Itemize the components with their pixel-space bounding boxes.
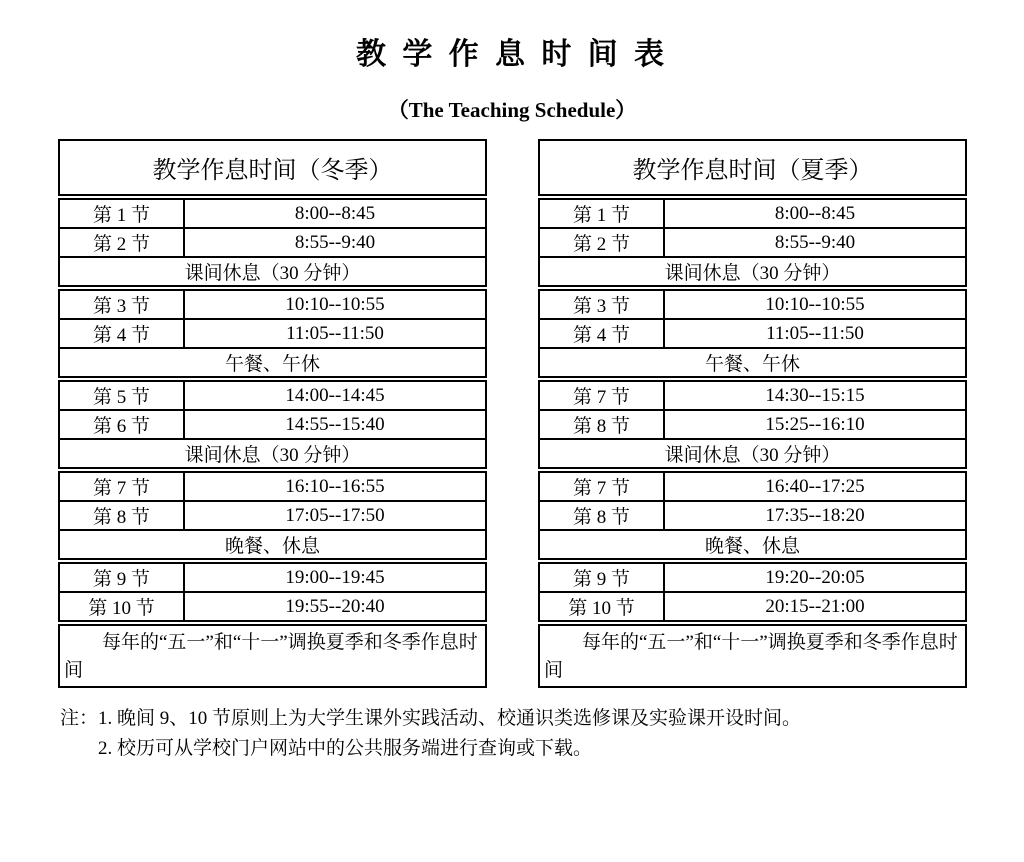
table-row [538,591,967,622]
period-time-cell: 14:00--14:45 [285,384,385,406]
table-row [538,409,967,440]
period-label-cell: 第 7 节 [540,473,665,500]
period-label-cell: 第 3 节 [540,291,665,318]
table-row [58,289,487,320]
period-time-cell: 8:00--8:45 [294,202,376,224]
period-time-cell: 14:30--15:15 [765,384,865,406]
period-label-cell: 第 3 节 [60,291,185,318]
period-label-cell: 第 4 节 [540,320,665,347]
table-row [58,471,487,502]
period-label-cell: 第 8 节 [540,502,665,529]
footnote-item: 1. 晚间 9、10 节原则上为大学生课外实践活动、校通识类选修课及实验课开设时间。 [98,708,802,729]
period-time-cell: 8:55--9:40 [774,231,856,253]
period-label-cell: 第 2 节 [540,229,665,256]
page-title: 教 学 作 息 时 间 表 [355,38,668,71]
table-row [58,318,487,349]
footnote-item: 2. 校历可从学校门户网站中的公共服务端进行查询或下载。 [98,738,593,759]
table-row [58,409,487,440]
break-row: 课间休息（30 分钟） [58,438,487,469]
period-label-cell: 第 1 节 [60,200,185,227]
footnotes-label: 注： [60,708,99,729]
period-time-cell: 11:05--11:50 [286,322,384,344]
page-subtitle: （The Teaching Schedule） [387,98,637,122]
footnotes [0,688,1024,764]
schedule-table-summer [538,139,967,688]
period-time-cell: 10:10--10:55 [765,293,865,315]
period-label-cell: 第 9 节 [60,564,185,591]
table-row [58,227,487,258]
table-row [538,198,967,229]
table-note-text: 每年的“五一”和“十一”调换夏季和冬季作息时间 [64,632,478,681]
table-note-row [58,624,487,688]
table-row [538,562,967,593]
period-time-cell: 10:10--10:55 [285,293,385,315]
period-time-cell: 16:40--17:25 [765,475,865,497]
table-note-text: 每年的“五一”和“十一”调换夏季和冬季作息时间 [544,632,958,681]
period-label-cell: 第 7 节 [60,473,185,500]
period-time-cell: 19:00--19:45 [285,566,385,588]
period-label-cell: 第 10 节 [540,593,665,620]
period-time-cell: 14:55--15:40 [285,413,385,435]
break-row: 课间休息（30 分钟） [58,256,487,287]
period-label-cell: 第 2 节 [60,229,185,256]
break-row: 午餐、午休 [538,347,967,378]
table-row [58,500,487,531]
break-row: 课间休息（30 分钟） [538,256,967,287]
table-row [58,380,487,411]
period-label-cell: 第 7 节 [540,382,665,409]
table-row [58,198,487,229]
break-row: 午餐、午休 [58,347,487,378]
table-row [58,562,487,593]
period-time-cell: 8:00--8:45 [774,202,856,224]
period-label-cell: 第 10 节 [60,593,185,620]
period-time-cell: 11:05--11:50 [766,322,864,344]
footnotes-list [98,704,801,764]
period-label-cell: 第 6 节 [60,411,185,438]
period-label-cell: 第 1 节 [540,200,665,227]
period-label-cell: 第 8 节 [60,502,185,529]
period-time-cell: 20:15--21:00 [765,595,865,617]
period-time-cell: 17:05--17:50 [285,504,385,526]
table-note-row [538,624,967,688]
table-row [538,380,967,411]
table-row [538,500,967,531]
table-title-winter: 教学作息时间（冬季） [58,139,487,196]
table-row [58,591,487,622]
break-row: 晚餐、休息 [58,529,487,560]
schedule-tables-container [0,122,1024,688]
period-label-cell: 第 5 节 [60,382,185,409]
break-row: 晚餐、休息 [538,529,967,560]
break-row: 课间休息（30 分钟） [538,438,967,469]
table-row [538,318,967,349]
period-time-cell: 8:55--9:40 [294,231,376,253]
period-time-cell: 19:55--20:40 [285,595,385,617]
table-row [538,227,967,258]
table-row [538,289,967,320]
period-time-cell: 15:25--16:10 [765,413,865,435]
period-label-cell: 第 8 节 [540,411,665,438]
schedule-table-winter [58,139,487,688]
period-time-cell: 17:35--18:20 [765,504,865,526]
table-row [538,471,967,502]
period-label-cell: 第 9 节 [540,564,665,591]
period-label-cell: 第 4 节 [60,320,185,347]
period-time-cell: 19:20--20:05 [765,566,865,588]
period-time-cell: 16:10--16:55 [285,475,385,497]
table-title-summer: 教学作息时间（夏季） [538,139,967,196]
